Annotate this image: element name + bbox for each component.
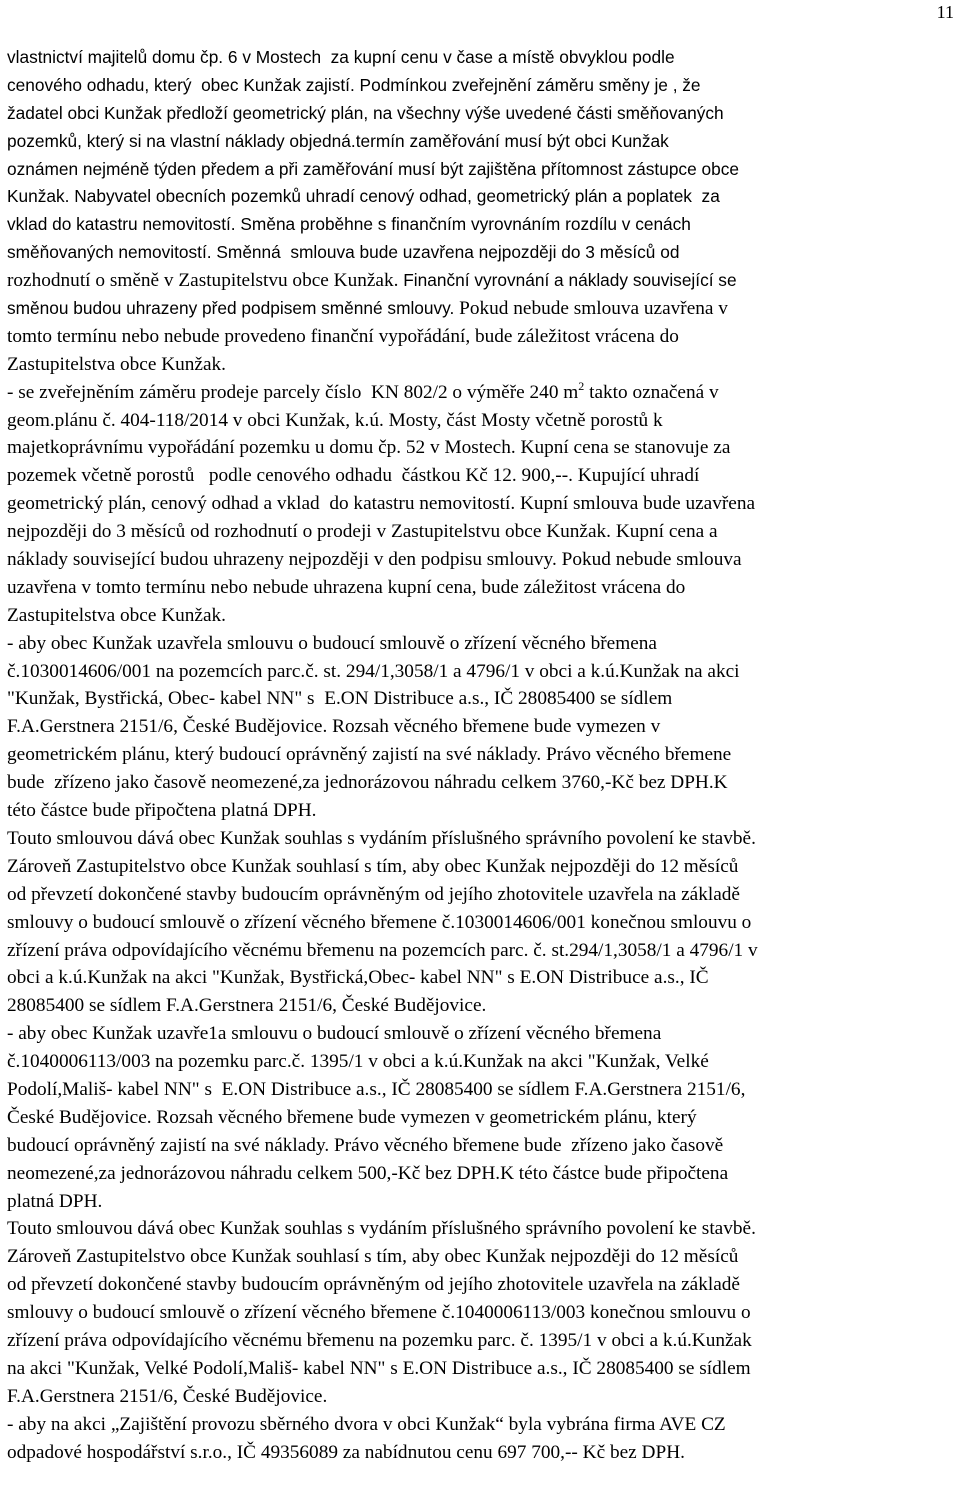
text-line xyxy=(7,1355,955,1383)
text-line xyxy=(7,1188,955,1216)
text-line xyxy=(7,685,955,713)
text-line xyxy=(7,741,955,769)
text-line xyxy=(7,992,955,1020)
text-segment: rozhodnutí o směně v Zastupitelstvu obce Kunžak. xyxy=(7,270,404,292)
text-segment: - se zveřejněním záměru prodeje parcely číslo KN 802/2 o výměře 240 m xyxy=(7,381,579,403)
text-segment: vklad do katastru nemovitostí. Směna proběhne s finančním vyrovnáním rozdílu v cenách xyxy=(7,214,691,235)
text-segment: majetkoprávnímu vypořádání pozemku u domu čp. 52 v Mostech. Kupní cena se stanovuje za xyxy=(7,437,731,459)
text-line xyxy=(7,462,955,490)
text-segment: F.A.Gerstnera 2151/6, České Budějovice. Rozsah věcného břemene bude vymezen v xyxy=(7,716,661,738)
text-segment: vlastnictví majitelů domu čp. 6 v Mostech za kupní cenu v čase a místě obvyklou podle xyxy=(7,47,675,67)
text-segment: takto označená v xyxy=(584,381,719,403)
text-segment: Zastupitelstva obce Kunžak. xyxy=(7,604,226,626)
text-segment: - aby obec Kunžak uzavřela smlouvu o budoucí smlouvě o zřízení věcného břemena xyxy=(7,632,657,654)
text-segment: č.1030014606/001 na pozemcích parc.č. st. 294/1,3058/1 a 4796/1 v obci a k.ú.Kunžak na akci xyxy=(7,660,740,682)
text-line xyxy=(7,239,955,267)
text-segment: 28085400 se sídlem F.A.Gerstnera 2151/6, České Budějovice. xyxy=(7,995,487,1017)
text-line xyxy=(7,434,955,462)
text-segment: žadatel obci Kunžak předloží geometrický plán, na všechny výše uvedené části směňovaných xyxy=(7,102,724,123)
text-segment: Finanční vyrovnání a náklady související se xyxy=(403,270,737,291)
superscript: 2 xyxy=(578,378,585,393)
text-segment: budoucí oprávněný zajistí na své náklady. Právo věcného břemene bude zřízeno jako časově xyxy=(7,1134,724,1156)
text-line xyxy=(7,658,955,686)
text-segment: Touto smlouvou dává obec Kunžak souhlas s vydáním příslušného správního povolení ke stavbě. xyxy=(7,827,756,849)
text-line xyxy=(7,351,955,379)
text-segment: - aby obec Kunžak uzavře1a smlouvu o budoucí smlouvě o zřízení věcného břemena xyxy=(7,1023,662,1045)
text-line xyxy=(7,518,955,546)
text-segment: směnou budou uhrazeny před podpisem směnné smlouvy. xyxy=(7,298,460,319)
text-segment: Touto smlouvou dává obec Kunžak souhlas s vydáním příslušného správního povolení ke stavbě. xyxy=(7,1218,756,1240)
text-line xyxy=(7,1132,955,1160)
text-segment: odpadové hospodářství s.r.o., IČ 49356089 za nabídnutou cenu 697 700,-- Kč bez DPH. xyxy=(7,1441,685,1463)
text-line xyxy=(7,1271,955,1299)
text-segment: uzavřena v tomto termínu nebo nebude uhrazena kupní cena, bude záležitost vrácena do xyxy=(7,576,686,598)
text-line xyxy=(7,72,955,100)
text-line xyxy=(7,825,955,853)
text-segment: Zároveň Zastupitelstvo obce Kunžak souhlasí s tím, aby obec Kunžak nejpozději do 12 měsíců xyxy=(7,855,739,877)
text-line xyxy=(7,379,955,407)
text-segment: neomezené,za jednorázovou náhradu celkem 500,-Kč bez DPH.K této částce bude připočtena xyxy=(7,1162,729,1184)
text-line xyxy=(7,128,955,156)
text-segment: - aby na akci „Zajištění provozu sběrného dvora v obci Kunžak“ byla vybrána firma AVE CZ xyxy=(7,1413,726,1435)
text-segment: na akci "Kunžak, Velké Podolí,Mališ- kabel NN" s E.ON Distribuce a.s., IČ 28085400 se sídlem xyxy=(7,1357,751,1379)
page-number: 11 xyxy=(936,2,954,22)
text-segment: Pokud nebude smlouva uzavřena v xyxy=(459,298,728,320)
text-segment: od převzetí dokončené stavby budoucím oprávněným od jejího zhotovitele uzavřela na základě xyxy=(7,1274,740,1296)
text-segment: Podolí,Mališ- kabel NN" s E.ON Distribuce a.s., IČ 28085400 se sídlem F.A.Gerstnera 2151/6, xyxy=(7,1078,746,1100)
text-segment: směňovaných nemovitostí. Směnná smlouva bude uzavřena nejpozději do 3 měsíců od xyxy=(7,242,680,263)
text-segment: Zastupitelstva obce Kunžak. xyxy=(7,353,226,375)
text-segment: geometrický plán, cenový odhad a vklad do katastru nemovitostí. Kupní smlouva bude uzavřena xyxy=(7,493,756,515)
text-segment: F.A.Gerstnera 2151/6, České Budějovice. xyxy=(7,1385,328,1407)
document-body xyxy=(7,44,955,1466)
text-segment: č.1040006113/003 na pozemku parc.č. 1395/1 v obci a k.ú.Kunžak na akci "Kunžak, Velké xyxy=(7,1051,709,1073)
text-segment: této částce bude připočtena platná DPH. xyxy=(7,800,317,822)
text-line xyxy=(7,964,955,992)
text-line xyxy=(7,44,955,72)
text-line xyxy=(7,156,955,184)
text-line xyxy=(7,602,955,630)
text-segment: oznámen nejméně týden předem a při zaměřování musí být zajištěna přítomnost zástupce obce xyxy=(7,158,739,179)
text-line xyxy=(7,769,955,797)
text-line xyxy=(7,630,955,658)
text-segment: geom.plánu č. 404-118/2014 v obci Kunžak, k.ú. Mosty, část Mosty včetně porostů k xyxy=(7,409,663,431)
text-line xyxy=(7,1020,955,1048)
text-segment: bude zřízeno jako časově neomezené,za jednorázovou náhradu celkem 3760,-Kč bez DPH.K xyxy=(7,772,728,794)
text-segment: České Budějovice. Rozsah věcného břemene bude vymezen v geometrickém plánu, který xyxy=(7,1106,697,1128)
text-segment: zřízení práva odpovídajícího věcnému břemenu na pozemcích parc. č. st.294/1,3058/1 a 4796/1 v xyxy=(7,939,758,961)
text-line xyxy=(7,100,955,128)
text-line xyxy=(7,853,955,881)
text-line xyxy=(7,937,955,965)
text-line xyxy=(7,909,955,937)
text-line xyxy=(7,881,955,909)
text-line xyxy=(7,211,955,239)
text-segment: nejpozději do 3 měsíců od rozhodnutí o prodeji v Zastupitelstvu obce Kunžak. Kupní cena a xyxy=(7,521,718,543)
text-segment: Kunžak. Nabyvatel obecních pozemků uhradí cenový odhad, geometrický plán a poplatek za xyxy=(7,186,720,207)
text-segment: geometrickém plánu, který budoucí oprávněný zajistí na své náklady. Právo věcného břemene xyxy=(7,744,732,766)
text-segment: náklady související budou uhrazeny nejpozději v den podpisu smlouvy. Pokud nebude smlouva xyxy=(7,549,742,571)
text-segment: pozemků, který si na vlastní náklady objedná.termín zaměřování musí být obci Kunžak xyxy=(7,130,669,151)
text-line xyxy=(7,797,955,825)
text-line xyxy=(7,183,955,211)
text-line xyxy=(7,267,955,295)
text-segment: obci a k.ú.Kunžak na akci "Kunžak, Bystřická,Obec- kabel NN" s E.ON Distribuce a.s., IČ xyxy=(7,967,709,989)
text-segment: smlouvy o budoucí smlouvě o zřízení věcného břemene č.1030014606/001 konečnou smlouvu o xyxy=(7,911,752,933)
text-segment: "Kunžak, Bystřická, Obec- kabel NN" s E.ON Distribuce a.s., IČ 28085400 se sídlem xyxy=(7,688,673,710)
text-line xyxy=(7,490,955,518)
text-line xyxy=(7,713,955,741)
text-segment: cenového odhadu, který obec Kunžak zajistí. Podmínkou zveřejnění záměru směny je , že xyxy=(7,74,701,95)
text-line xyxy=(7,295,955,323)
text-line xyxy=(7,1215,955,1243)
text-segment: tomto termínu nebo nebude provedeno finanční vypořádání, bude záležitost vrácena do xyxy=(7,325,679,347)
text-line xyxy=(7,1160,955,1188)
text-segment: od převzetí dokončené stavby budoucím oprávněným od jejího zhotovitele uzavřela na základě xyxy=(7,883,740,905)
text-line xyxy=(7,1076,955,1104)
text-line xyxy=(7,1383,955,1411)
text-line xyxy=(7,1411,955,1439)
text-segment: zřízení práva odpovídajícího věcnému břemenu na pozemku parc. č. 1395/1 v obci a k.ú.Kunžak xyxy=(7,1329,752,1351)
text-line xyxy=(7,546,955,574)
text-segment: Zároveň Zastupitelstvo obce Kunžak souhlasí s tím, aby obec Kunžak nejpozději do 12 měsíců xyxy=(7,1246,739,1268)
text-line xyxy=(7,1299,955,1327)
text-segment: platná DPH. xyxy=(7,1190,103,1212)
text-line xyxy=(7,1439,955,1467)
text-line xyxy=(7,574,955,602)
text-segment: pozemek včetně porostů podle cenového odhadu částkou Kč 12. 900,--. Kupující uhradí xyxy=(7,465,700,487)
text-line xyxy=(7,407,955,435)
text-line xyxy=(7,1243,955,1271)
text-line xyxy=(7,1048,955,1076)
text-line xyxy=(7,1327,955,1355)
text-line xyxy=(7,323,955,351)
text-segment: smlouvy o budoucí smlouvě o zřízení věcného břemene č.1040006113/003 konečnou smlouvu o xyxy=(7,1302,751,1324)
text-line xyxy=(7,1104,955,1132)
